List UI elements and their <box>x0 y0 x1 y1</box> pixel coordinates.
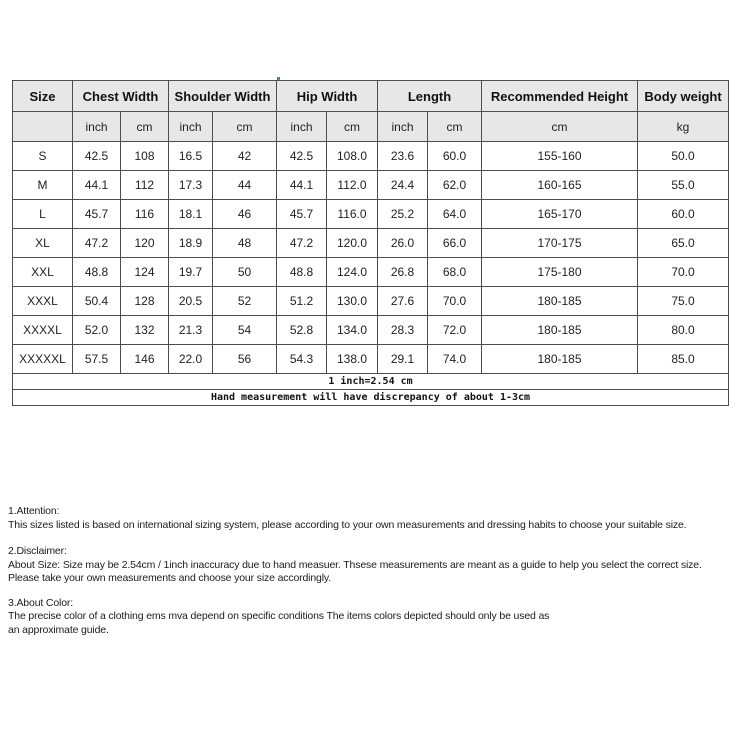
measurement-cell: 64.0 <box>428 200 482 229</box>
unit-cell: inch <box>378 112 428 142</box>
measurement-cell: 44.1 <box>277 171 327 200</box>
measurement-cell: 44.1 <box>73 171 121 200</box>
measurement-cell: 50 <box>213 258 277 287</box>
size-chart-table <box>12 80 729 406</box>
measurement-cell: 42 <box>213 142 277 171</box>
size-label-cell: S <box>13 142 73 171</box>
measurement-cell: 116 <box>121 200 169 229</box>
table-row <box>13 258 729 287</box>
about-color-body-line: an approximate guide. <box>8 623 109 636</box>
disclaimer-body-line: About Size: Size may be 2.54cm / 1inch inaccuracy due to hand measuer. Thsese measurements are meant as a guide to help you select the correct size. <box>8 558 702 571</box>
measurement-cell: 52 <box>213 287 277 316</box>
table-body <box>13 142 729 374</box>
size-label-cell: XXXXXL <box>13 345 73 374</box>
measurement-cell: 44 <box>213 171 277 200</box>
measurement-cell: 112 <box>121 171 169 200</box>
measurement-cell: 124.0 <box>327 258 378 287</box>
measurement-cell: 175-180 <box>482 258 638 287</box>
size-label-cell: XXXL <box>13 287 73 316</box>
measurement-cell: 180-185 <box>482 345 638 374</box>
measurement-cell: 180-185 <box>482 287 638 316</box>
measurement-cell: 60.0 <box>638 200 729 229</box>
measurement-cell: 160-165 <box>482 171 638 200</box>
table-row <box>13 142 729 171</box>
measurement-cell: 50.0 <box>638 142 729 171</box>
measurement-cell: 19.7 <box>169 258 213 287</box>
table-row <box>13 287 729 316</box>
size-label-cell: XXL <box>13 258 73 287</box>
about-color-title: 3.About Color: <box>8 596 74 609</box>
measurement-cell: 27.6 <box>378 287 428 316</box>
measurement-cell: 46 <box>213 200 277 229</box>
measurement-cell: 54.3 <box>277 345 327 374</box>
size-label-cell: L <box>13 200 73 229</box>
measurement-cell: 25.2 <box>378 200 428 229</box>
attention-body: This sizes listed is based on international sizing system, please according to your own measurements and dressing habits to choose your suitable size. <box>8 518 687 531</box>
measurement-cell: 47.2 <box>73 229 121 258</box>
measurement-cell: 51.2 <box>277 287 327 316</box>
measurement-cell: 132 <box>121 316 169 345</box>
measurement-cell: 18.1 <box>169 200 213 229</box>
unit-cell: cm <box>327 112 378 142</box>
size-label-cell: XL <box>13 229 73 258</box>
measurement-cell: 170-175 <box>482 229 638 258</box>
measurement-cell: 52.0 <box>73 316 121 345</box>
size-label-cell: M <box>13 171 73 200</box>
measurement-cell: 45.7 <box>73 200 121 229</box>
measurement-cell: 146 <box>121 345 169 374</box>
measurement-cell: 54 <box>213 316 277 345</box>
unit-cell-empty <box>13 112 73 142</box>
unit-cell: kg <box>638 112 729 142</box>
measurement-cell: 80.0 <box>638 316 729 345</box>
unit-cell: cm <box>213 112 277 142</box>
measurement-cell: 21.3 <box>169 316 213 345</box>
measurement-cell: 62.0 <box>428 171 482 200</box>
measurement-cell: 128 <box>121 287 169 316</box>
measurement-cell: 16.5 <box>169 142 213 171</box>
measurement-cell: 120 <box>121 229 169 258</box>
header-chest-width: Chest Width <box>73 81 169 112</box>
measurement-cell: 23.6 <box>378 142 428 171</box>
header-hip-width: Hip Width <box>277 81 378 112</box>
measurement-cell: 70.0 <box>428 287 482 316</box>
measurement-cell: 108 <box>121 142 169 171</box>
measurement-cell: 68.0 <box>428 258 482 287</box>
measurement-cell: 22.0 <box>169 345 213 374</box>
measurement-cell: 108.0 <box>327 142 378 171</box>
note-hand-measurement: Hand measurement will have discrepancy of about 1-3cm <box>13 390 729 406</box>
measurement-cell: 65.0 <box>638 229 729 258</box>
measurement-cell: 17.3 <box>169 171 213 200</box>
size-label-cell: XXXXL <box>13 316 73 345</box>
unit-cell: cm <box>428 112 482 142</box>
table-row <box>13 345 729 374</box>
footnotes-section <box>8 505 748 637</box>
measurement-cell: 26.8 <box>378 258 428 287</box>
measurement-cell: 18.9 <box>169 229 213 258</box>
measurement-cell: 48.8 <box>277 258 327 287</box>
measurement-cell: 45.7 <box>277 200 327 229</box>
about-color-body-line: The precise color of a clothing ems mva depend on specific conditions The items colors depicted should only be used as <box>8 610 550 622</box>
measurement-cell: 29.1 <box>378 345 428 374</box>
measurement-cell: 124 <box>121 258 169 287</box>
measurement-cell: 47.2 <box>277 229 327 258</box>
unit-cell: cm <box>121 112 169 142</box>
measurement-cell: 134.0 <box>327 316 378 345</box>
measurement-cell: 155-160 <box>482 142 638 171</box>
unit-cell: inch <box>73 112 121 142</box>
measurement-cell: 70.0 <box>638 258 729 287</box>
measurement-cell: 20.5 <box>169 287 213 316</box>
measurement-cell: 138.0 <box>327 345 378 374</box>
table-note-row <box>13 374 729 390</box>
header-shoulder-width: Shoulder Width <box>169 81 277 112</box>
measurement-cell: 55.0 <box>638 171 729 200</box>
measurement-cell: 72.0 <box>428 316 482 345</box>
note-inch-conversion: 1 inch=2.54 cm <box>13 374 729 390</box>
measurement-cell: 60.0 <box>428 142 482 171</box>
measurement-cell: 116.0 <box>327 200 378 229</box>
unit-cell: inch <box>169 112 213 142</box>
attention-title: 1.Attention: <box>8 505 60 517</box>
measurement-cell: 66.0 <box>428 229 482 258</box>
header-body-weight: Body weight <box>638 81 729 112</box>
measurement-cell: 48 <box>213 229 277 258</box>
table-note-row <box>13 390 729 406</box>
measurement-cell: 180-185 <box>482 316 638 345</box>
measurement-cell: 120.0 <box>327 229 378 258</box>
measurement-cell: 57.5 <box>73 345 121 374</box>
table-row <box>13 316 729 345</box>
table-row <box>13 200 729 229</box>
unit-cell: inch <box>277 112 327 142</box>
measurement-cell: 74.0 <box>428 345 482 374</box>
measurement-cell: 165-170 <box>482 200 638 229</box>
disclaimer-body-line: Please take your own measurements and choose your size accordingly. <box>8 572 332 584</box>
header-size: Size <box>13 81 73 112</box>
measurement-cell: 130.0 <box>327 287 378 316</box>
measurement-cell: 42.5 <box>73 142 121 171</box>
disclaimer-title: 2.Disclaimer: <box>8 545 67 557</box>
measurement-cell: 85.0 <box>638 345 729 374</box>
measurement-cell: 42.5 <box>277 142 327 171</box>
measurement-cell: 28.3 <box>378 316 428 345</box>
measurement-cell: 112.0 <box>327 171 378 200</box>
table-unit-row <box>13 112 729 142</box>
table-row <box>13 171 729 200</box>
header-length: Length <box>378 81 482 112</box>
table-header-row <box>13 81 729 112</box>
measurement-cell: 52.8 <box>277 316 327 345</box>
measurement-cell: 56 <box>213 345 277 374</box>
unit-cell: cm <box>482 112 638 142</box>
measurement-cell: 26.0 <box>378 229 428 258</box>
measurement-cell: 24.4 <box>378 171 428 200</box>
header-recommended-height: Recommended Height <box>482 81 638 112</box>
measurement-cell: 48.8 <box>73 258 121 287</box>
table-row <box>13 229 729 258</box>
measurement-cell: 75.0 <box>638 287 729 316</box>
measurement-cell: 50.4 <box>73 287 121 316</box>
